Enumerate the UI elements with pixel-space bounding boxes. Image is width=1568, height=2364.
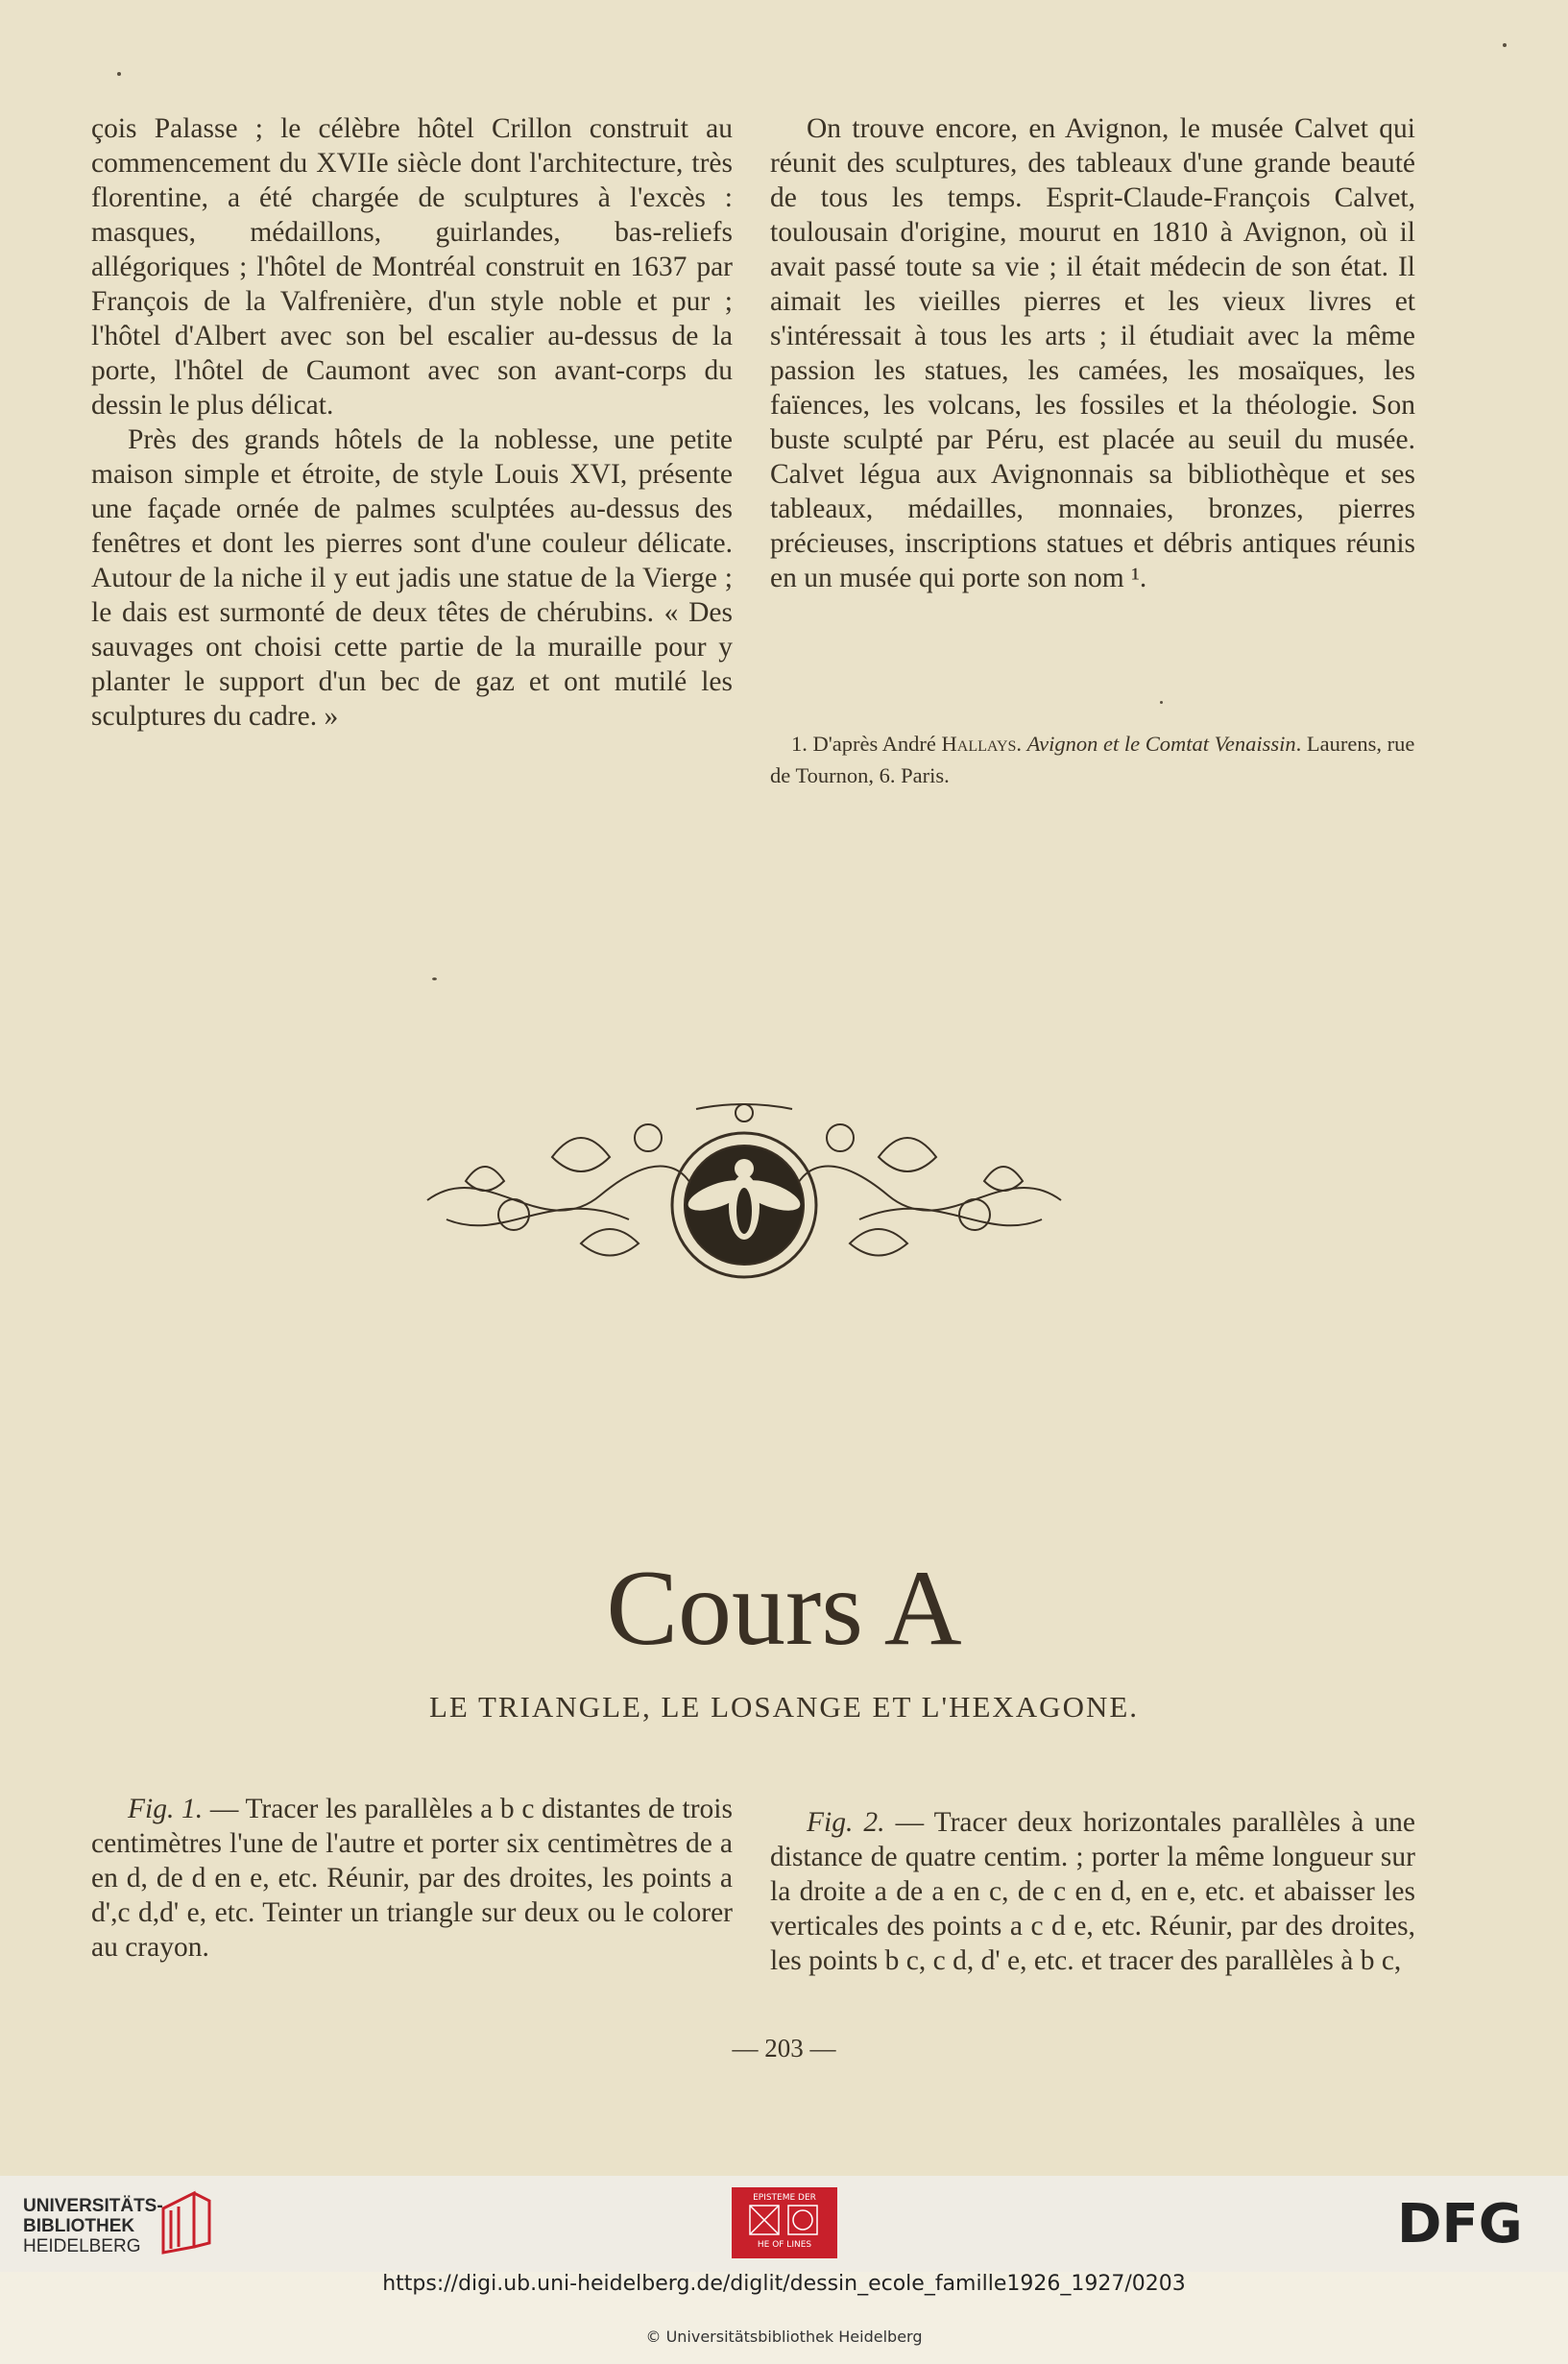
page-number: — 203 — xyxy=(732,2034,836,2062)
dfg-logo-text: DFG xyxy=(1397,2194,1523,2252)
figure-label: Fig. 2. xyxy=(807,1807,885,1838)
library-name-line3: HEIDELBERG xyxy=(23,2236,141,2256)
section-title: Cours A xyxy=(606,1549,962,1668)
figure-text: — Tracer les parallèles a b c distantes de trois centimètres l'une de l'autre et porter six centimètres de a en d, de d en e, etc. Réunir, par des droites, les points a d',c d,d' e, etc. Teinter un triangle sur deux ou le colorer au crayon. xyxy=(91,1794,733,1963)
section-subtitle: LE TRIANGLE, LE LOSANGE ET L'HEXAGONE. xyxy=(428,1690,1140,1724)
episteme-logo-line2: HE OF LINES xyxy=(757,2240,812,2250)
dfg-logo[interactable] xyxy=(1397,2194,1549,2252)
library-name-line1: UNIVERSITÄTS- xyxy=(23,2196,163,2216)
figure-text: — Tracer deux horizontales parallèles à une distance de quatre centim. ; porter la même longueur sur la droite a de a en c, de c en d, en e, etc. et abaisser les verticales des points a c d e, etc. Réunir, par des droites, les points b c, c d, d' e, etc. et tracer des parallèles à b c, xyxy=(770,1807,1415,1976)
permalink-url[interactable]: https://digi.ub.uni-heidelberg.de/diglit/dessin_ecole_famille1926_1927/0203 xyxy=(382,2272,1186,2296)
paragraph: çois Palasse ; le célèbre hôtel Crillon construit au commencement du XVIIe siècle dont l'architecture, très florentine, a été chargée de sculptures à l'excès : masques, médaillons, guirlandes, bas-reliefs allégoriques ; l'hôtel de Montréal construit en 1637 par François de la Valfrenière, d'un style noble et pur ; l'hôtel d'Albert avec son bel escalier au-dessus de la porte, l'hôtel de Caumont avec son avant-corps du dessin le plus délicat. xyxy=(91,113,733,421)
left-column-top xyxy=(91,111,733,734)
right-column-top xyxy=(770,111,1415,595)
footnote xyxy=(770,728,1415,791)
library-logo[interactable] xyxy=(23,2196,163,2256)
episteme-emblem-icon xyxy=(746,2203,823,2237)
figure-label: Fig. 1. xyxy=(128,1794,204,1824)
copyright-notice: © Universitätsbibliothek Heidelberg xyxy=(645,2328,923,2346)
library-mark-icon xyxy=(156,2189,215,2256)
right-column-bottom xyxy=(770,1805,1415,1978)
library-name-line2: BIBLIOTHEK xyxy=(23,2216,135,2236)
footnote-sep: . xyxy=(1016,732,1027,756)
footnote-prefix: 1. D'après André xyxy=(791,732,942,756)
footnote-author: Hallays xyxy=(941,732,1017,756)
episteme-logo-line1: EPISTEME DER xyxy=(753,2193,816,2203)
floral-beetle-ornament-icon xyxy=(408,1099,1080,1296)
paragraph: On trouve encore, en Avignon, le musée Calvet qui réunit des sculptures, des tableaux d'une grande beauté de tous les temps. Esprit-Claude-François Calvet, toulousain d'origine, mourut en 1810 à Avignon, où il avait passé toute sa vie ; il était médecin de son état. Il aimait les vieilles pierres et les vieux livres et s'intéressait à tous les arts ; il étudiait avec la même passion les statues, les camées, les mosaïques, les faïences, les volcans, les fossiles et la théologie. Son buste sculpté par Péru, est placée au seuil du musée. Calvet légua aux Avignonnais sa bibliothèque et ses tableaux, médailles, monnaies, bronzes, pierres précieuses, inscriptions statues et débris antiques réunis en un musée qui porte son nom ¹. xyxy=(770,113,1415,593)
episteme-logo[interactable] xyxy=(732,2187,837,2258)
left-column-bottom xyxy=(91,1792,733,1965)
footnote-work: Avignon et le Comtat Venaissin xyxy=(1026,732,1296,756)
paragraph: Près des grands hôtels de la noblesse, une petite maison simple et étroite, de style Louis XVI, présente une façade ornée de palmes sculptées au-dessus des fenêtres et dont les pierres sont d'une couleur délicate. Autour de la niche il y eut jadis une statue de la Vierge ; le dais est surmonté de deux têtes de chérubins. « Des sauvages ont choisi cette partie de la muraille pour y planter le support d'un bec de gaz et ont mutilé les sculptures du cadre. » xyxy=(91,424,733,732)
footnote-rest: . Laurens, rue de Tournon, 6. Paris. xyxy=(770,732,1415,787)
